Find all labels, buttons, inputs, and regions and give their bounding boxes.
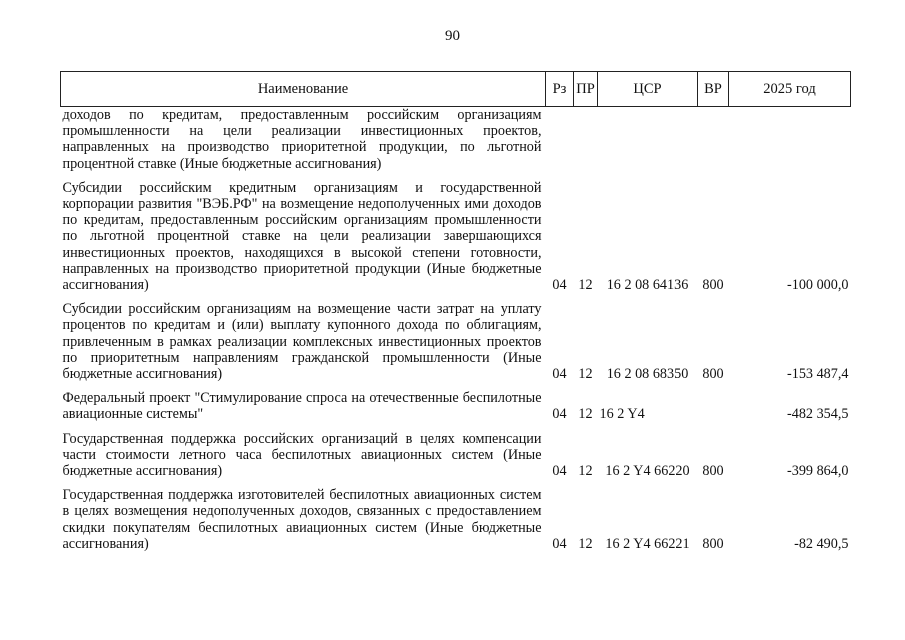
row-csr: 16 2 08 64136 xyxy=(606,277,689,294)
row-name: Федеральный проект "Стимулирование спроса на отечественные беспилотные авиационные системы" xyxy=(62,390,542,423)
header-csr: ЦСР xyxy=(598,72,698,107)
table-row xyxy=(61,425,851,482)
header-year: 2025 год xyxy=(729,72,851,107)
budget-table xyxy=(60,71,851,554)
row-pr: 12 xyxy=(578,463,593,480)
row-vr xyxy=(698,384,729,424)
row-csr: 16 2 Y4 xyxy=(599,406,645,423)
row-csr: 16 2 Y4 66221 xyxy=(605,535,690,552)
row-name: Субсидии российским организациям на возмещение части затрат на уплату процентов по кредитам и (или) выплату купонного дохода по облигациям, привлеченным в рамках реализации комплексных инвестиционных проектов по приоритетным направлениям гражданской промышленности (Иные бюджетные ассигнования) xyxy=(62,301,542,383)
table-row xyxy=(61,481,851,554)
row-name: Субсидии российским кредитным организациям и государственной корпорации развития "ВЭБ.РФ" на возмещение недополученных ими доходов по кредитам, предоставленным российским организациям промышленности по льготной процентной ставке на цели реализации завершающихся инвестиционных проектов, находящихся в высокой степени готовности, направленных на производство приоритетной продукции (Иные бюджетные ассигнования) xyxy=(62,179,542,294)
row-name: Государственная поддержка российских организаций в целях компенсации части стоимости летного часа беспилотных авиационных систем (Иные бюджетные ассигнования) xyxy=(62,430,542,480)
row-rz: 04 xyxy=(552,277,567,294)
header-rz: Рз xyxy=(546,72,574,107)
row-pr: 12 xyxy=(578,277,593,294)
row-amount: -399 864,0 xyxy=(787,463,849,480)
page-number: 90 xyxy=(445,28,460,44)
header-vr: ВР xyxy=(698,72,729,107)
table-header-row xyxy=(61,72,851,107)
row-pr: 12 xyxy=(578,406,593,423)
row-vr: 800 xyxy=(702,535,724,552)
row-rz: 04 xyxy=(552,366,567,383)
table-row xyxy=(61,174,851,295)
row-vr: 800 xyxy=(702,277,724,294)
row-rz: 04 xyxy=(552,463,567,480)
row-amount: -82 490,5 xyxy=(794,535,849,552)
row-vr: 800 xyxy=(702,463,724,480)
row-name: доходов по кредитам, предоставленным российским организациям промышленности на цели реализации инвестиционных проектов, направленных на производство приоритетной продукции, по льготной процентной ставке (Иные бюджетные ассигнования) xyxy=(62,107,542,172)
row-vr: 800 xyxy=(702,366,724,383)
table-row xyxy=(61,107,851,174)
row-csr: 16 2 Y4 66220 xyxy=(605,463,690,480)
row-amount: -100 000,0 xyxy=(787,277,849,294)
row-pr: 12 xyxy=(578,535,593,552)
row-amount: -482 354,5 xyxy=(787,406,849,423)
row-pr: 12 xyxy=(578,366,593,383)
row-csr: 16 2 08 68350 xyxy=(606,366,689,383)
row-vr xyxy=(698,107,729,174)
row-amount: -153 487,4 xyxy=(787,366,849,383)
row-csr xyxy=(598,107,698,174)
row-rz: 04 xyxy=(552,406,567,423)
row-name: Государственная поддержка изготовителей беспилотных авиационных систем в целях возмещения недополученных доходов, связанных с предоставлением скидки покупателям беспилотных авиационных систем (Иные бюджетные ассигнования) xyxy=(62,487,542,552)
row-amount xyxy=(729,107,851,174)
row-rz: 04 xyxy=(552,535,567,552)
row-rz xyxy=(546,107,574,174)
header-name: Наименование xyxy=(61,72,546,107)
row-pr xyxy=(574,107,598,174)
table-row xyxy=(61,295,851,384)
table-row xyxy=(61,384,851,424)
header-pr: ПР xyxy=(574,72,598,107)
